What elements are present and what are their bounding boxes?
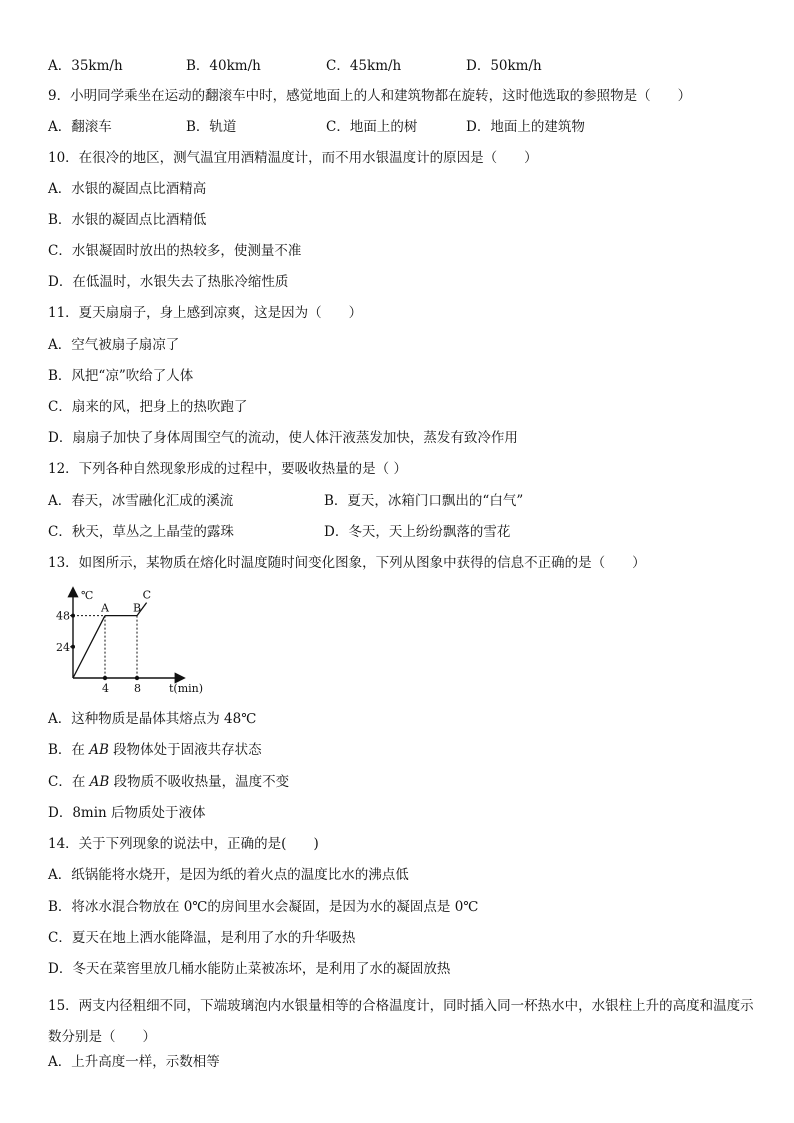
q13-stem: 13．如图所示，某物质在熔化时温度随时间变化图象，下列从图象中获得的信息不正确的是（ ） — [48, 555, 646, 571]
q12-option-a[interactable]: A．春天，冰雪融化汇成的溪流 — [48, 493, 234, 509]
melting-graph-svg — [48, 583, 213, 698]
x-tick-label: 8 — [134, 682, 141, 695]
q15-option-a[interactable]: A．上升高度一样，示数相等 — [48, 1054, 220, 1070]
x-tick-label: 4 — [102, 682, 109, 695]
q12-option-d[interactable]: D．冬天，天上纷纷飘落的雪花 — [324, 524, 511, 540]
q8-option-c[interactable]: C．45km/h — [326, 58, 402, 74]
q13-option-c[interactable] — [48, 773, 764, 791]
q9-option-a[interactable]: A．翻滚车 — [48, 119, 112, 135]
point-label-c: C — [142, 588, 152, 602]
q10-option-c[interactable]: C．水银凝固时放出的热较多，使测量不准 — [48, 243, 302, 259]
q13-option-c-var: AB — [89, 774, 110, 790]
y-tick-label: 48 — [56, 609, 70, 623]
q13-option-b[interactable] — [48, 741, 764, 759]
q9-option-b[interactable]: B．轨道 — [186, 119, 237, 135]
q10-option-b[interactable]: B．水银的凝固点比酒精低 — [48, 212, 207, 228]
curve-segment — [73, 616, 105, 678]
q9-option-d[interactable]: D．地面上的建筑物 — [466, 119, 585, 135]
q12-stem: 12．下列各种自然现象形成的过程中，要吸收热量的是（ ） — [48, 461, 407, 477]
q13-option-c-suffix: 段物质不吸收热量，温度不变 — [109, 774, 290, 790]
q14-option-c[interactable]: C．夏天在地上洒水能降温，是利用了水的升华吸热 — [48, 930, 356, 946]
q11-option-a[interactable]: A．空气被扇子扇凉了 — [48, 337, 180, 353]
q14-option-a[interactable]: A．纸锅能将水烧开，是因为纸的着火点的温度比水的沸点低 — [48, 867, 409, 883]
q9-option-c[interactable]: C．地面上的树 — [326, 119, 418, 135]
y-axis-label: ℃ — [81, 589, 94, 602]
y-48-dot — [71, 614, 75, 618]
y-tick-dot — [71, 645, 75, 649]
q13-option-b-suffix: 段物体处于固液共存状态 — [108, 742, 262, 758]
q15-stem: 15．两支内径粗细不同，下端玻璃泡内水银量相等的合格温度计，同时插入同一杯热水中，水银柱上升的高度和温度示数分别是（ ） — [48, 998, 754, 1045]
q8-option-a[interactable]: A．35km/h — [48, 58, 123, 74]
q14-option-d[interactable]: D．冬天在菜窖里放几桶水能防止菜被冻坏，是利用了水的凝固放热 — [48, 961, 451, 977]
q10-option-a[interactable]: A．水银的凝固点比酒精高 — [48, 181, 207, 197]
point-label-a: A — [101, 601, 109, 615]
q9-stem: 9．小明同学乘坐在运动的翻滚车中时，感觉地面上的人和建筑物都在旋转，这时他选取的参照物是（ ） — [48, 88, 692, 104]
q13-option-a[interactable]: A．这种物质是晶体其熔点为 48℃ — [48, 711, 257, 727]
q8-option-b[interactable]: B．40km/h — [186, 58, 261, 74]
q14-option-b[interactable]: B．将冰水混合物放在 0℃的房间里水会凝固，是因为水的凝固点是 0℃ — [48, 899, 479, 915]
point-label-b: B — [133, 601, 142, 615]
melting-graph — [48, 583, 213, 698]
q10-stem: 10．在很冷的地区，测气温宜用酒精温度计，而不用水银温度计的原因是（ ） — [48, 150, 538, 166]
q12-option-b[interactable]: B．夏天，冰箱门口飘出的“白气” — [324, 493, 524, 509]
q13-option-d[interactable]: D．8min 后物质处于液体 — [48, 805, 206, 821]
q13-option-c-prefix: C．在 — [48, 774, 90, 790]
q10-option-d[interactable]: D．在低温时，水银失去了热胀冷缩性质 — [48, 274, 289, 290]
x-axis-label: t(min) — [169, 682, 204, 695]
y-tick-label: 24 — [56, 640, 70, 654]
q13-option-b-prefix: B．在 — [48, 742, 90, 758]
q13-option-b-var: AB — [89, 742, 109, 758]
q11-option-d[interactable]: D．扇扇子加快了身体周围空气的流动，使人体汗液蒸发加快，蒸发有致冷作用 — [48, 430, 518, 446]
q8-option-d[interactable]: D．50km/h — [466, 58, 542, 74]
q12-option-c[interactable]: C．秋天，草丛之上晶莹的露珠 — [48, 524, 234, 540]
q14-stem: 14．关于下列现象的说法中，正确的是( ) — [48, 836, 319, 852]
q11-option-b[interactable]: B．风把“凉”吹给了人体 — [48, 368, 194, 384]
q11-option-c[interactable]: C．扇来的风，把身上的热吹跑了 — [48, 399, 248, 415]
q11-stem: 11．夏天扇扇子，身上感到凉爽，这是因为（ ） — [48, 305, 363, 321]
